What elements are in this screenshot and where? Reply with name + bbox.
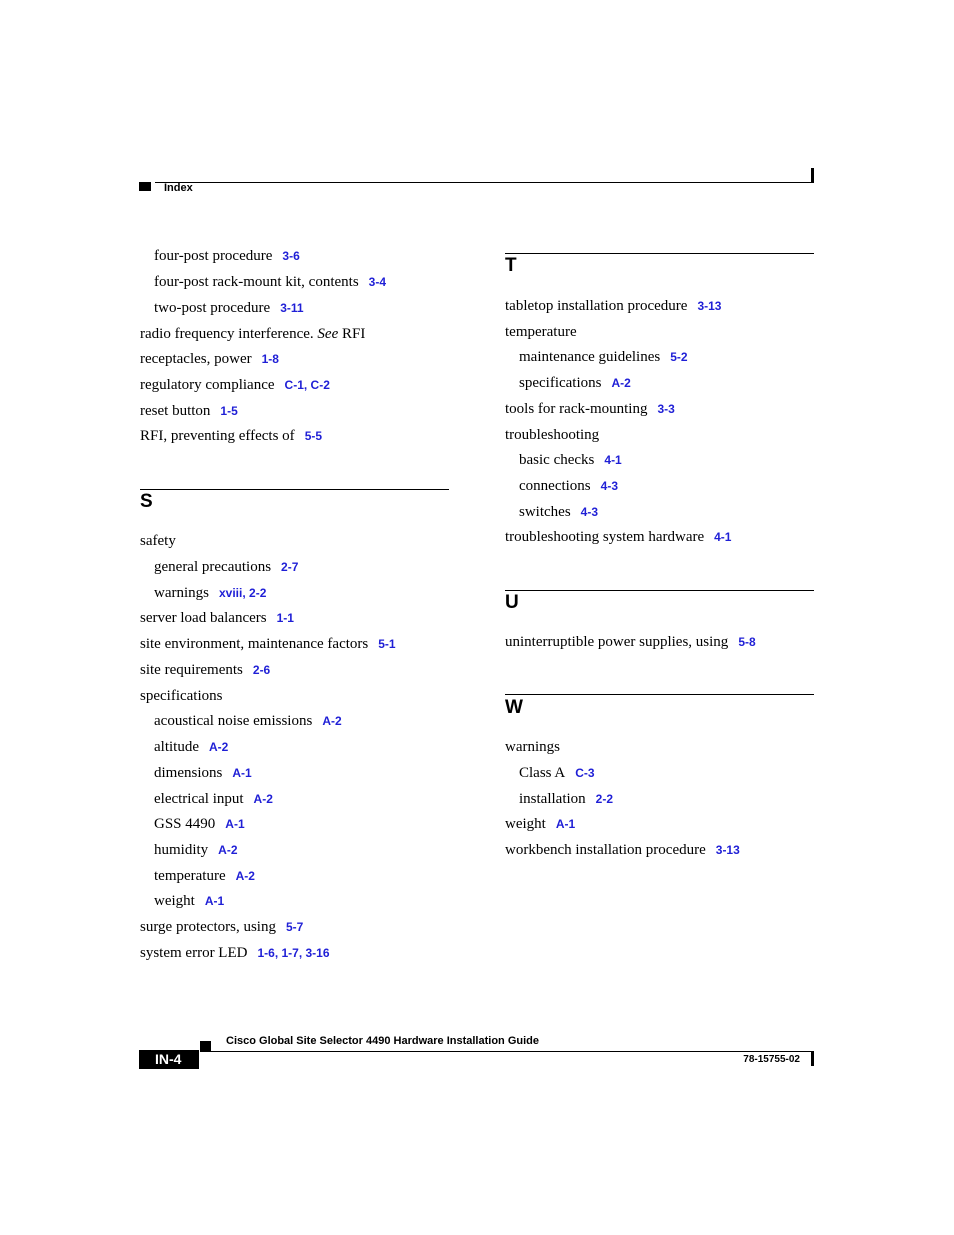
page-ref-link[interactable]: 5-8: [738, 635, 756, 649]
page-ref-link[interactable]: 2-6: [252, 663, 271, 677]
entry-term: humidity: [154, 842, 209, 858]
section-letter: S: [140, 491, 153, 512]
index-entry: [505, 842, 740, 859]
entry-term: receptacles, power: [140, 351, 252, 367]
page-ref-link[interactable]: A-2: [253, 792, 273, 806]
entry-term: temperature: [505, 324, 577, 340]
footer-book-title: Cisco Global Site Selector 4490 Hardware Installation Guide: [226, 1035, 539, 1047]
entry-term: two-post procedure: [154, 300, 271, 316]
entry-term: maintenance guidelines: [519, 349, 661, 365]
entry-term: temperature: [154, 868, 226, 884]
index-entry: [140, 403, 238, 420]
index-entry: [140, 945, 330, 962]
entry-term: acoustical noise emissions: [154, 713, 313, 729]
page-ref-link[interactable]: A-1: [225, 817, 245, 831]
page-ref-link[interactable]: 5-2: [670, 350, 688, 364]
index-entry: [505, 401, 675, 418]
entry-term: four-post rack-mount kit, contents: [154, 274, 359, 290]
page-ref-link[interactable]: A-1: [555, 817, 576, 831]
page-ref-link[interactable]: 1-6, 1-7, 3-16: [257, 946, 330, 960]
page-ref-link[interactable]: 5-5: [304, 429, 323, 443]
index-entry: [154, 585, 266, 602]
entry-term: tabletop installation procedure: [505, 298, 688, 314]
section-letter: T: [505, 255, 517, 276]
entry-term: RFI, preventing effects of: [140, 428, 295, 444]
entry-term: tools for rack-mounting: [505, 401, 648, 417]
index-entry: [519, 452, 622, 469]
index-entry: [140, 377, 330, 394]
entry-term: weight: [505, 816, 546, 832]
index-entry: [154, 893, 224, 910]
index-entry: [140, 662, 270, 679]
index-entry: [505, 816, 575, 833]
index-entry: [154, 300, 304, 317]
index-entry: [505, 298, 721, 315]
entry-term: workbench installation procedure: [505, 842, 706, 858]
index-entry: [154, 765, 252, 782]
header-marker: [139, 182, 151, 191]
entry-term: electrical input: [154, 791, 244, 807]
page-ref-link[interactable]: xviii, 2-2: [219, 586, 267, 600]
section-rule: [140, 489, 449, 490]
see-label: See: [317, 326, 339, 342]
index-entry: [154, 791, 273, 808]
entry-term: installation: [519, 791, 586, 807]
page-ref-link[interactable]: 3-3: [657, 402, 675, 416]
entry-term: GSS 4490: [154, 816, 216, 832]
page-ref-link[interactable]: 5-7: [285, 920, 304, 934]
footer-doc-number: 78-15755-02: [743, 1054, 800, 1065]
page-ref-link[interactable]: C-3: [575, 766, 595, 780]
page-ref-link[interactable]: 4-3: [600, 479, 618, 493]
entry-term: radio frequency interference.: [140, 326, 314, 342]
index-entry: [154, 816, 245, 833]
index-entry: [154, 274, 386, 291]
index-entry: [140, 919, 303, 936]
section-rule: [505, 590, 814, 591]
section-rule: [505, 694, 814, 695]
page-ref-link[interactable]: C-1, C-2: [284, 378, 330, 392]
page-ref-link[interactable]: 4-1: [714, 530, 732, 544]
page-ref-link[interactable]: A-2: [235, 869, 255, 883]
page-ref-link[interactable]: 3-13: [697, 299, 722, 313]
entry-term: uninterruptible power supplies, using: [505, 634, 729, 650]
section-rule: [505, 253, 814, 254]
entry-term: connections: [519, 478, 591, 494]
page-ref-link[interactable]: 3-13: [715, 843, 740, 857]
page-ref-link[interactable]: 5-1: [378, 637, 396, 651]
index-entry: [154, 559, 298, 576]
entry-term: regulatory compliance: [140, 377, 275, 393]
section-letter: W: [505, 697, 523, 718]
index-entry: [519, 791, 613, 808]
page-ref-link[interactable]: 2-7: [281, 560, 299, 574]
footer-page-number: IN-4: [139, 1050, 199, 1069]
page-ref-link[interactable]: A-2: [209, 740, 229, 754]
entry-term: altitude: [154, 739, 199, 755]
page-ref-link[interactable]: 1-8: [261, 352, 279, 366]
entry-term: weight: [154, 893, 195, 909]
entry-term: specifications: [519, 375, 602, 391]
entry-term: specifications: [140, 688, 223, 704]
index-entry: [154, 739, 228, 756]
entry-term: site environment, maintenance factors: [140, 636, 369, 652]
footer-rule: [200, 1051, 813, 1052]
index-entry: [519, 504, 598, 521]
footer-rule-tick: [811, 1051, 814, 1066]
index-entry: [505, 427, 599, 444]
index-entry: [154, 842, 238, 859]
index-entry: [140, 326, 365, 343]
page-ref-link[interactable]: 1-5: [220, 404, 238, 418]
index-entry: [505, 739, 560, 756]
entry-term: system error LED: [140, 945, 248, 961]
entry-term: general precautions: [154, 559, 272, 575]
index-entry: [140, 428, 322, 445]
index-entry: [140, 636, 396, 653]
entry-term: switches: [519, 504, 571, 520]
entry-term: site requirements: [140, 662, 243, 678]
index-entry: [505, 324, 577, 341]
page-ref-link[interactable]: A-1: [204, 894, 225, 908]
entry-term: reset button: [140, 403, 211, 419]
index-entry: [140, 688, 222, 705]
index-entry: [505, 634, 756, 651]
page-ref-link[interactable]: A-1: [232, 766, 252, 780]
entry-term: dimensions: [154, 765, 223, 781]
page-ref-link[interactable]: A-2: [218, 843, 238, 857]
footer-marker: [200, 1041, 211, 1051]
page-ref-link[interactable]: A-2: [322, 714, 342, 728]
index-entry: [140, 610, 294, 627]
page-ref-link[interactable]: 1-1: [276, 611, 294, 625]
page-ref-link[interactable]: 3-4: [368, 275, 386, 289]
entry-term: safety: [140, 533, 176, 549]
index-entry: [140, 533, 176, 550]
index-entry: [154, 713, 342, 730]
entry-term: basic checks: [519, 452, 595, 468]
page-ref-link[interactable]: 3-11: [280, 301, 304, 315]
page-ref-link[interactable]: A-2: [611, 376, 631, 390]
entry-term: warnings: [154, 585, 209, 601]
index-entry: [519, 478, 618, 495]
entry-term: four-post procedure: [154, 248, 273, 264]
entry-term: troubleshooting system hardware: [505, 529, 705, 545]
index-entry: [154, 868, 255, 885]
entry-term: warnings: [505, 739, 560, 755]
entry-term: server load balancers: [140, 610, 267, 626]
header-label: Index: [164, 182, 193, 194]
index-entry: [519, 375, 631, 392]
page-ref-link[interactable]: 4-1: [604, 453, 622, 467]
see-target: RFI: [341, 326, 366, 342]
entry-term: troubleshooting: [505, 427, 600, 443]
header-rule-tick: [811, 168, 814, 183]
index-entry: [154, 248, 300, 265]
entry-term: surge protectors, using: [140, 919, 276, 935]
page-ref-link[interactable]: 4-3: [580, 505, 599, 519]
section-letter: U: [505, 592, 519, 613]
index-entry: [140, 351, 279, 368]
index-entry: [519, 765, 595, 782]
index-entry: [505, 529, 731, 546]
entry-term: Class A: [519, 765, 566, 781]
header-rule: [155, 182, 812, 183]
page-ref-link[interactable]: 3-6: [282, 249, 300, 263]
index-entry: [519, 349, 688, 366]
page-ref-link[interactable]: 2-2: [595, 792, 614, 806]
